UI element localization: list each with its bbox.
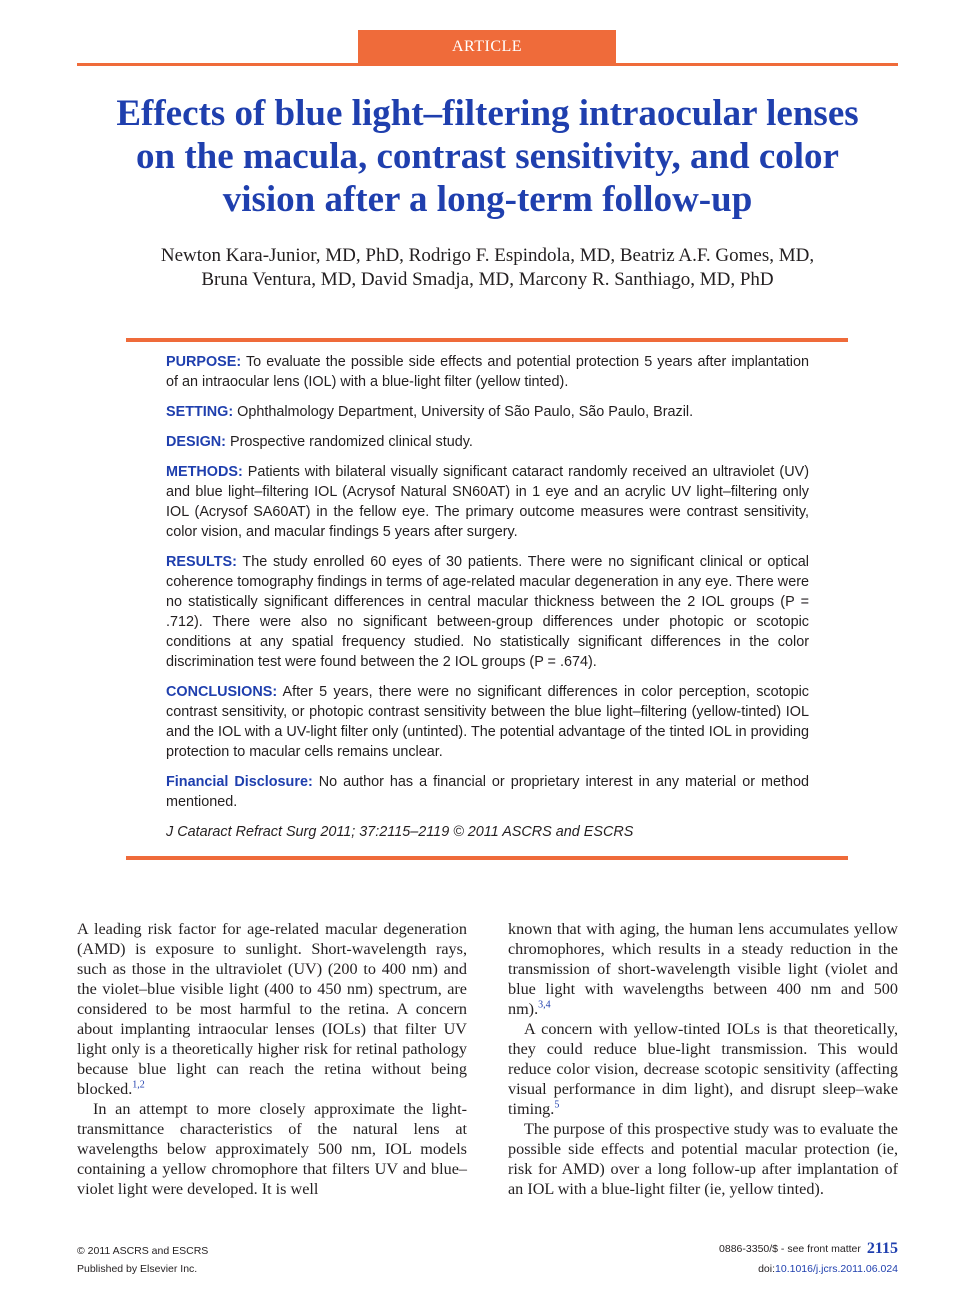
footer-publisher: Published by Elsevier Inc. bbox=[77, 1263, 198, 1275]
reference-link[interactable]: 3,4 bbox=[538, 999, 551, 1011]
paragraph-text: A leading risk factor for age-related macular degeneration (AMD) is exposure to sunlight. Short-wavelength rays, such as those in the ultraviolet (UV) (200 to 400 nm) and the violet–blue visible light (400 to 450 nm) spectrum, are considered to be most harmful to the retina. A concern about implanting intraocular lenses (IOLs) that filter UV light only is a theoretically higher risk for retinal pathology because blue light can reach the retina without being blocked. bbox=[77, 920, 467, 1098]
design-text: Prospective randomized clinical study. bbox=[225, 434, 473, 450]
citation: J Cataract Refract Surg 2011; 37:2115–2119 © 2011 ASCRS and ESCRS bbox=[166, 824, 634, 840]
abstract-setting bbox=[166, 402, 809, 422]
section-tab: ARTICLE bbox=[358, 30, 616, 64]
reference-link[interactable]: 5 bbox=[554, 1099, 560, 1111]
footer-issn bbox=[719, 1240, 898, 1258]
abstract-bottom-rule bbox=[126, 856, 848, 860]
article-title bbox=[60, 92, 915, 221]
conclusions-label: CONCLUSIONS: bbox=[166, 684, 278, 700]
conclusions-text: After 5 years, there were no significant differences in color perception, scotopic contrast sensitivity, or photopic contrast sensitivity between the blue light–filtering (yellow-tinted) IOL and the IOL with a UV-light filter only (untinted). The potential advantage of the tinted IOL in providing protection to macular cells remains unclear. bbox=[166, 684, 809, 760]
author-line: Bruna Ventura, MD, David Smadja, MD, Marcony R. Santhiago, MD, PhD bbox=[201, 269, 774, 290]
abstract-methods bbox=[166, 462, 809, 542]
abstract-results bbox=[166, 552, 809, 672]
methods-text: Patients with bilateral visually significant cataract randomly received an ultraviolet (UV) and blue light–filtering IOL (Acrysof Natural SN60AT) in 1 eye and an acrylic UV light–filtering only IOL (Acrysof SA60AT) in the fellow eye. The primary outcome measures were contrast sensitivity, color vision, and macular findings 5 years after surgery. bbox=[166, 464, 809, 540]
paragraph: In an attempt to more closely approximate the light-transmittance characteristics of the natural lens at wavelengths below approximately 500 nm, IOL models containing a yellow chromophore that filters UV and blue–violet light were developed. It is well bbox=[77, 1100, 467, 1198]
disclosure-text: No author has a financial or proprietary interest in any material or method mentioned. bbox=[166, 774, 809, 810]
paragraph bbox=[77, 919, 467, 1099]
body-column-left bbox=[77, 919, 467, 1199]
paragraph bbox=[508, 1019, 898, 1119]
methods-label: METHODS: bbox=[166, 464, 243, 480]
footer-copyright: © 2011 ASCRS and ESCRS bbox=[77, 1245, 209, 1257]
results-text: The study enrolled 60 eyes of 30 patients. There were no significant clinical or optical coherence tomography findings in terms of age-related macular degeneration in any eye. There were no statistically significant differences in central macular thickness between the 2 IOL groups (P = .712). There were also no significant between-group differences under photopic or scotopic conditions at any spatial frequency studied. No statistically significant differences in the color discrimination test were found between the 2 IOL groups (P = .674). bbox=[166, 554, 809, 670]
body-column-right bbox=[508, 919, 898, 1199]
setting-text: Ophthalmology Department, University of São Paulo, São Paulo, Brazil. bbox=[233, 404, 694, 420]
results-label: RESULTS: bbox=[166, 554, 237, 570]
paragraph bbox=[508, 919, 898, 1019]
setting-label: SETTING: bbox=[166, 404, 234, 420]
author-line: Newton Kara-Junior, MD, PhD, Rodrigo F. Espindola, MD, Beatriz A.F. Gomes, MD, bbox=[160, 245, 815, 266]
abstract-design bbox=[166, 432, 809, 452]
design-label: DESIGN: bbox=[166, 434, 226, 450]
page-number: 2115 bbox=[866, 1240, 898, 1257]
abstract-conclusions bbox=[166, 682, 809, 762]
paragraph-text: known that with aging, the human lens accumulates yellow chromophores, which results in a steady reduction in the transmission of short-wavelength visible light (violet and blue light with wavelengths between 400 nm and 500 nm). bbox=[508, 920, 898, 1018]
doi-link[interactable]: 10.1016/j.jcrs.2011.06.024 bbox=[775, 1263, 898, 1275]
paragraph: The purpose of this prospective study was to evaluate the possible side effects and potential macular protection (ie, risk for AMD) over a long follow-up after implantation of an IOL with a blue-light filter (ie, yellow tinted). bbox=[508, 1120, 898, 1198]
doi-prefix: doi: bbox=[758, 1263, 776, 1275]
abstract bbox=[166, 352, 809, 852]
issn-text: 0886-3350/$ - see front matter bbox=[719, 1243, 861, 1255]
abstract-purpose bbox=[166, 352, 809, 392]
author-list bbox=[60, 244, 915, 292]
title-line: Effects of blue light–filtering intraocular lenses bbox=[116, 93, 859, 134]
abstract-top-rule bbox=[126, 338, 848, 342]
disclosure-label: Financial Disclosure: bbox=[166, 774, 313, 790]
top-rule bbox=[77, 63, 898, 66]
purpose-text: To evaluate the possible side effects and potential protection 5 years after implantation of an intraocular lens (IOL) with a blue-light filter (yellow tinted). bbox=[166, 354, 809, 390]
reference-link[interactable]: 1,2 bbox=[132, 1079, 145, 1091]
title-line: vision after a long-term follow-up bbox=[222, 179, 753, 220]
footer-doi bbox=[758, 1260, 898, 1278]
abstract-disclosure bbox=[166, 772, 809, 812]
title-line: on the macula, contrast sensitivity, and color bbox=[136, 136, 839, 177]
purpose-label: PURPOSE: bbox=[166, 354, 242, 370]
paragraph-text: A concern with yellow-tinted IOLs is that theoretically, they could reduce blue-light transmission. This would reduce color vision, decrease scotopic sensitivity (affecting visual performance in dim light), and disrupt sleep–wake timing. bbox=[508, 1020, 898, 1118]
